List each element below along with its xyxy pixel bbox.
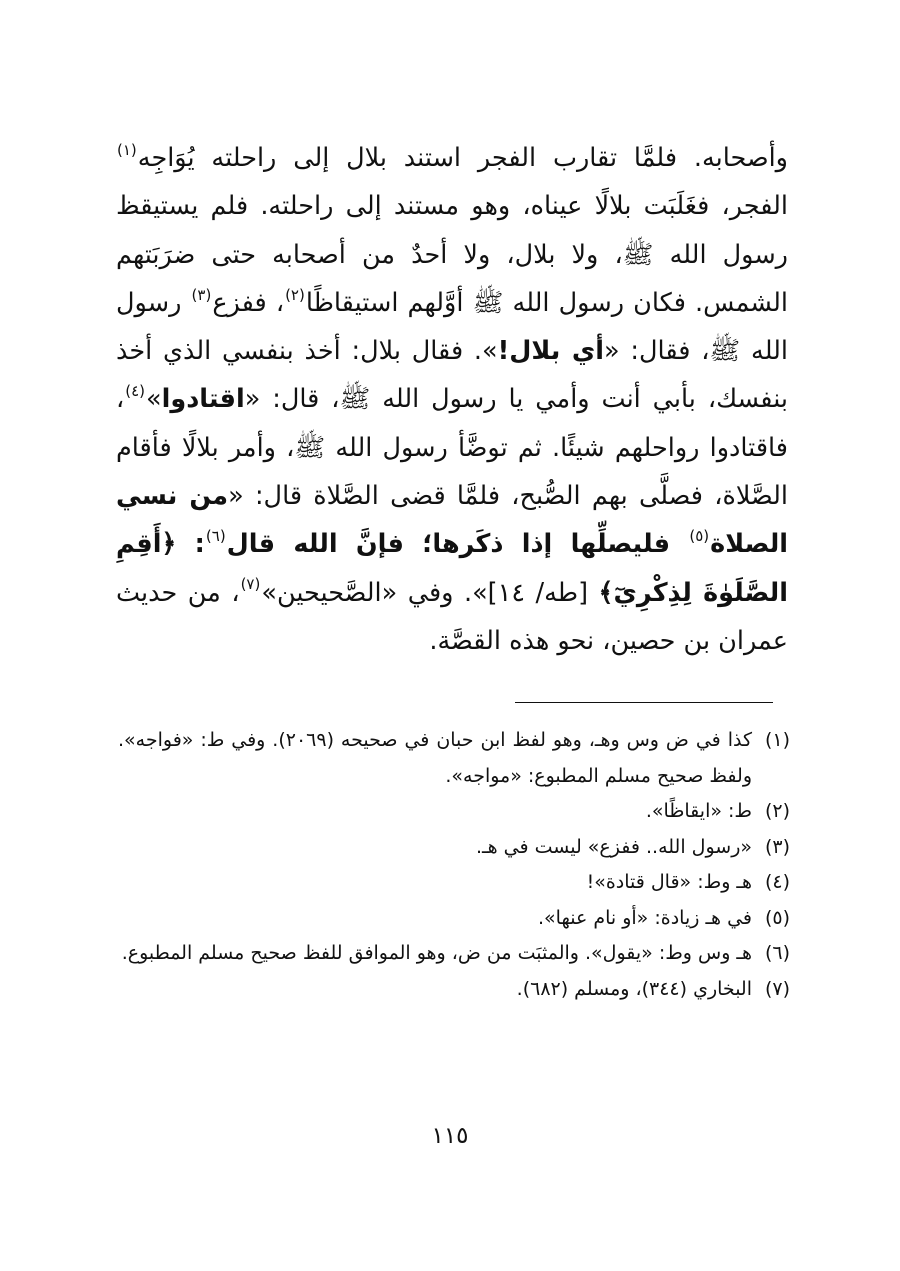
text-run: ، فاقتادوا رواحلهم شيئًا. ثم توضَّأ رسول الله ﷺ، وأمر بلالًا فأقام الصَّلاة، فصلَّى بهم الصُّبح، فلمَّا قضى الصَّلاة قال: « [116, 384, 789, 512]
footnote-ref-5[interactable]: (٥) [689, 527, 710, 546]
text-run: ، ففزع [212, 287, 285, 318]
footnote-number: (١) [764, 729, 790, 751]
footnote-text: «رسول الله.. ففزع» ليست في هـ. [476, 835, 752, 858]
hadith-quote: فليصلِّها إذا ذكَرها؛ فإنَّ الله قال [226, 529, 689, 560]
footnote-item [118, 794, 790, 830]
footnote-text: البخاري (٣٤٤)، ومسلم (٦٨٢). [516, 977, 752, 1000]
hadith-quote: من نسي الصلاة [116, 481, 789, 560]
text-run: وأصحابه. فلمَّا تقارب الفجر استند بلال إلى راحلته يُوَاجِه [137, 143, 788, 173]
footnote-ref-1[interactable]: (١) [117, 140, 137, 159]
footnote-item [118, 865, 790, 901]
footnote-item [118, 936, 790, 972]
text-run: ». فقال بلال: أخذ بنفسي الذي أخذ بنفسك، بأبي أنت وأمي يا رسول الله ﷺ، قال: « [116, 336, 788, 415]
footnote-number: (٤) [764, 871, 790, 893]
footnote-item [118, 830, 790, 866]
footnote-item [118, 972, 790, 1008]
text-run: ، من حديث عمران بن حصين، نحو هذه القصَّة. [116, 577, 788, 656]
footnote-separator [515, 702, 773, 703]
footnote-text: ط: «ايقاظًا». [645, 800, 752, 822]
footnote-ref-4[interactable]: (٤) [125, 382, 146, 401]
text-run: [طه/ ١٤]». وفي «الصَّحيحين» [261, 577, 599, 608]
footnote-ref-6[interactable]: (٦) [205, 527, 226, 546]
footnote-number: (٣) [764, 835, 790, 858]
footnote-item [118, 723, 790, 794]
text-run: الفجر، فغَلَبَت بلالًا عيناه، وهو مستند إلى راحلته. فلم يستيقظ رسول الله ﷺ، ولا بلال، ولا أحدٌ من أصحابه حتى ضرَبَتهم الشمس. فكان رسول الله ﷺ أوَّلهم استيقاظًا [116, 191, 789, 318]
footnote-ref-3[interactable]: (٣) [191, 285, 212, 304]
footnote-number: (٥) [764, 906, 790, 929]
body-paragraph [116, 134, 788, 665]
footnote-number: (٧) [764, 977, 790, 1000]
page-number: ١١٥ [431, 1123, 469, 1149]
footnote-number: (٢) [764, 800, 790, 822]
footnote-text: هـ وط: «قال قتادة»! [586, 871, 752, 893]
hadith-quote: أي بلال! [497, 336, 605, 367]
footnote-ref-7[interactable]: (٧) [240, 575, 261, 594]
footnote-text: كذا في ض وس وهـ، وهو لفظ ابن حبان في صحيحه (٢٠٦٩). وفي ط: «فواجه». ولفظ صحيح مسلم المطبوع: «مواجه». [118, 729, 752, 787]
footnote-number: (٦) [764, 942, 790, 964]
text-run: رسول الله ﷺ، فقال: « [116, 287, 788, 367]
footnote-text: هـ وس وط: «يقول». والمثبَت من ض، وهو الموافق للفظ صحيح مسلم المطبوع. [121, 942, 752, 964]
footnotes [118, 723, 790, 1007]
footnote-item [118, 901, 790, 937]
footnote-ref-2[interactable]: (٢) [285, 285, 305, 304]
hadith-quote: اقتادوا [161, 384, 245, 415]
main-text [116, 134, 788, 665]
text-run: » [146, 384, 162, 415]
quran-verse: : ﴿أَقِمِ الصَّلَوٰةَ لِذِكْرِيٓ﴾ [116, 529, 788, 608]
footnote-text: في هـ زيادة: «أو نام عنها». [538, 906, 752, 929]
